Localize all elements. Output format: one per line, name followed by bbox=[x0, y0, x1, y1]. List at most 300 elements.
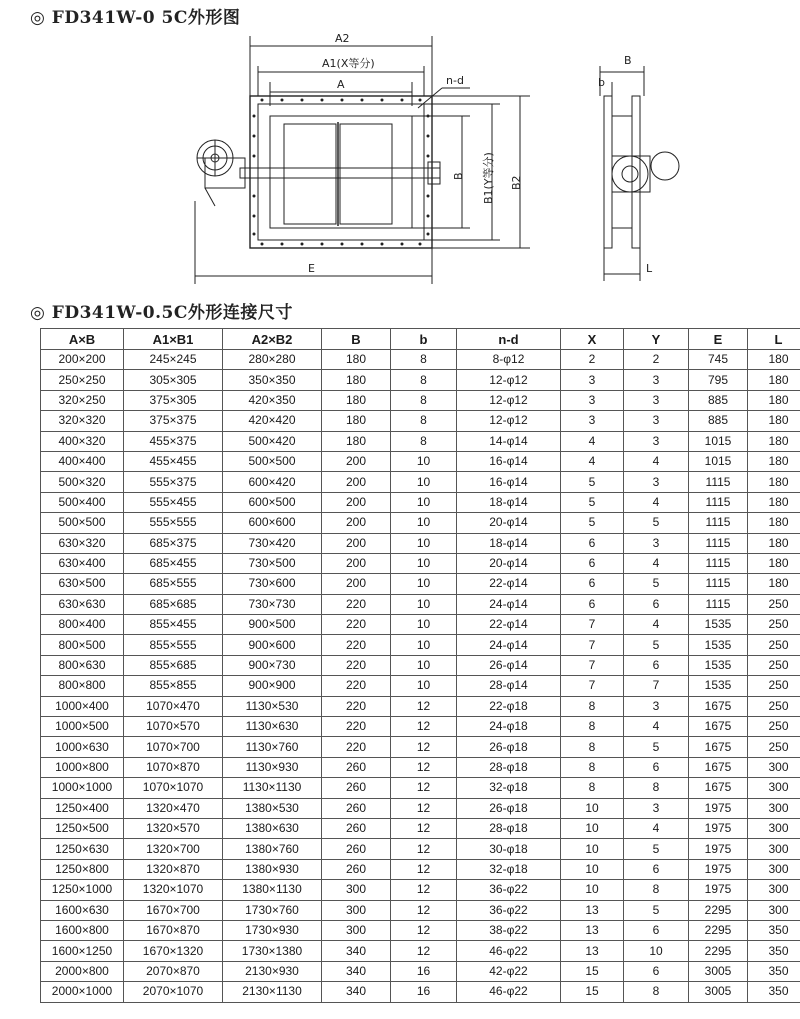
table-cell: 1070×870 bbox=[124, 757, 223, 777]
table-cell: 10 bbox=[391, 635, 457, 655]
table-cell: 12 bbox=[391, 757, 457, 777]
table-cell: 8 bbox=[624, 880, 689, 900]
table-cell: 600×500 bbox=[223, 492, 322, 512]
table-cell: 3 bbox=[561, 411, 624, 431]
table-cell: 1975 bbox=[689, 798, 748, 818]
table-cell: 1115 bbox=[689, 553, 748, 573]
table-cell: 1320×700 bbox=[124, 839, 223, 859]
column-header: E bbox=[689, 329, 748, 350]
table-cell: 26-φ14 bbox=[457, 655, 561, 675]
table-cell: 36-φ22 bbox=[457, 880, 561, 900]
table-cell: 12 bbox=[391, 778, 457, 798]
label-A1: A1(X等分) bbox=[322, 57, 375, 70]
table-row bbox=[41, 431, 800, 451]
table-cell: 2295 bbox=[689, 900, 748, 920]
table-row bbox=[41, 615, 800, 635]
table-row bbox=[41, 350, 800, 370]
table-cell: 1320×470 bbox=[124, 798, 223, 818]
table-cell: 250 bbox=[748, 737, 800, 757]
table-title: ◎ FD341W-0.5C外形连接尺寸 bbox=[30, 303, 293, 323]
label-A2: A2 bbox=[335, 32, 350, 45]
table-cell: 16 bbox=[391, 961, 457, 981]
table-cell: 1115 bbox=[689, 472, 748, 492]
table-cell: 500×400 bbox=[41, 492, 124, 512]
table-cell: 1380×760 bbox=[223, 839, 322, 859]
table-row bbox=[41, 900, 800, 920]
table-cell: 1975 bbox=[689, 839, 748, 859]
table-cell: 250 bbox=[748, 717, 800, 737]
table-row bbox=[41, 574, 800, 594]
table-cell: 250 bbox=[748, 594, 800, 614]
table-cell: 10 bbox=[391, 615, 457, 635]
table-cell: 855×855 bbox=[124, 676, 223, 696]
table-cell: 180 bbox=[748, 350, 800, 370]
table-cell: 1670×700 bbox=[124, 900, 223, 920]
table-cell: 4 bbox=[624, 492, 689, 512]
table-row bbox=[41, 757, 800, 777]
table-cell: 8 bbox=[391, 411, 457, 431]
table-cell: 1115 bbox=[689, 574, 748, 594]
table-cell: 1675 bbox=[689, 696, 748, 716]
table-cell: 8 bbox=[561, 737, 624, 757]
label-B1: B1(Y等分) bbox=[482, 152, 495, 204]
table-cell: 12 bbox=[391, 717, 457, 737]
table-cell: 800×800 bbox=[41, 676, 124, 696]
table-cell: 200 bbox=[322, 492, 391, 512]
table-cell: 630×400 bbox=[41, 553, 124, 573]
table-cell: 3 bbox=[624, 696, 689, 716]
table-cell: 22-φ18 bbox=[457, 696, 561, 716]
table-cell: 250 bbox=[748, 615, 800, 635]
table-cell: 340 bbox=[322, 941, 391, 961]
table-cell: 8 bbox=[561, 778, 624, 798]
table-cell: 420×350 bbox=[223, 390, 322, 410]
table-cell: 1320×870 bbox=[124, 859, 223, 879]
table-cell: 220 bbox=[322, 676, 391, 696]
table-cell: 1380×530 bbox=[223, 798, 322, 818]
table-cell: 1250×500 bbox=[41, 818, 124, 838]
table-cell: 7 bbox=[561, 655, 624, 675]
table-cell: 200 bbox=[322, 553, 391, 573]
table-cell: 3 bbox=[561, 370, 624, 390]
table-cell: 300 bbox=[748, 818, 800, 838]
table-cell: 1130×1130 bbox=[223, 778, 322, 798]
table-cell: 28-φ18 bbox=[457, 757, 561, 777]
table-cell: 16-φ14 bbox=[457, 472, 561, 492]
table-cell: 375×375 bbox=[124, 411, 223, 431]
table-cell: 2 bbox=[624, 350, 689, 370]
table-cell: 220 bbox=[322, 635, 391, 655]
label-B: B bbox=[452, 172, 465, 180]
table-cell: 10 bbox=[391, 553, 457, 573]
table-cell: 1380×630 bbox=[223, 818, 322, 838]
table-cell: 220 bbox=[322, 717, 391, 737]
label-nd: n-d bbox=[446, 74, 464, 87]
table-cell: 500×420 bbox=[223, 431, 322, 451]
table-cell: 4 bbox=[624, 615, 689, 635]
table-cell: 12 bbox=[391, 696, 457, 716]
table-cell: 900×600 bbox=[223, 635, 322, 655]
table-cell: 4 bbox=[624, 553, 689, 573]
table-cell: 260 bbox=[322, 859, 391, 879]
table-cell: 220 bbox=[322, 615, 391, 635]
table-row bbox=[41, 717, 800, 737]
table-cell: 1670×1320 bbox=[124, 941, 223, 961]
table-cell: 1130×530 bbox=[223, 696, 322, 716]
table-cell: 5 bbox=[561, 513, 624, 533]
table-cell: 2000×800 bbox=[41, 961, 124, 981]
table-row bbox=[41, 798, 800, 818]
table-cell: 555×555 bbox=[124, 513, 223, 533]
table-cell: 8 bbox=[624, 778, 689, 798]
table-cell: 2130×1130 bbox=[223, 982, 322, 1002]
table-cell: 32-φ18 bbox=[457, 778, 561, 798]
table-cell: 12 bbox=[391, 859, 457, 879]
table-row bbox=[41, 553, 800, 573]
table-cell: 12 bbox=[391, 920, 457, 940]
table-cell: 10 bbox=[391, 533, 457, 553]
table-cell: 1535 bbox=[689, 615, 748, 635]
table-cell: 5 bbox=[561, 472, 624, 492]
table-cell: 305×305 bbox=[124, 370, 223, 390]
table-cell: 46-φ22 bbox=[457, 982, 561, 1002]
table-cell: 900×500 bbox=[223, 615, 322, 635]
table-cell: 180 bbox=[748, 411, 800, 431]
table-cell: 5 bbox=[624, 635, 689, 655]
table-cell: 1130×760 bbox=[223, 737, 322, 757]
table-cell: 3 bbox=[624, 411, 689, 431]
table-cell: 6 bbox=[624, 961, 689, 981]
table-cell: 260 bbox=[322, 778, 391, 798]
table-cell: 1730×1380 bbox=[223, 941, 322, 961]
table-cell: 280×280 bbox=[223, 350, 322, 370]
table-cell: 8 bbox=[624, 982, 689, 1002]
table-cell: 555×455 bbox=[124, 492, 223, 512]
table-cell: 10 bbox=[391, 451, 457, 471]
table-cell: 4 bbox=[624, 818, 689, 838]
table-cell: 300 bbox=[322, 900, 391, 920]
table-cell: 2 bbox=[561, 350, 624, 370]
table-cell: 1975 bbox=[689, 880, 748, 900]
table-cell: 5 bbox=[624, 513, 689, 533]
table-cell: 10 bbox=[391, 676, 457, 696]
table-cell: 42-φ22 bbox=[457, 961, 561, 981]
table-cell: 630×630 bbox=[41, 594, 124, 614]
table-cell: 300 bbox=[748, 778, 800, 798]
table-cell: 260 bbox=[322, 839, 391, 859]
table-cell: 10 bbox=[391, 492, 457, 512]
table-cell: 320×250 bbox=[41, 390, 124, 410]
table-cell: 500×500 bbox=[41, 513, 124, 533]
table-cell: 12 bbox=[391, 880, 457, 900]
table-cell: 400×320 bbox=[41, 431, 124, 451]
table-cell: 1380×1130 bbox=[223, 880, 322, 900]
table-cell: 1320×1070 bbox=[124, 880, 223, 900]
table-cell: 455×455 bbox=[124, 451, 223, 471]
column-header: b bbox=[391, 329, 457, 350]
table-cell: 300 bbox=[322, 920, 391, 940]
table-cell: 180 bbox=[748, 431, 800, 451]
table-cell: 180 bbox=[748, 370, 800, 390]
table-cell: 12 bbox=[391, 941, 457, 961]
table-cell: 22-φ14 bbox=[457, 615, 561, 635]
table-cell: 180 bbox=[322, 431, 391, 451]
table-cell: 12-φ12 bbox=[457, 390, 561, 410]
table-cell: 180 bbox=[322, 350, 391, 370]
table-cell: 10 bbox=[624, 941, 689, 961]
column-header: X bbox=[561, 329, 624, 350]
table-cell: 10 bbox=[561, 818, 624, 838]
table-cell: 1115 bbox=[689, 492, 748, 512]
table-cell: 24-φ14 bbox=[457, 594, 561, 614]
table-cell: 3005 bbox=[689, 982, 748, 1002]
table-cell: 8 bbox=[391, 431, 457, 451]
table-cell: 7 bbox=[561, 615, 624, 635]
table-cell: 180 bbox=[322, 411, 391, 431]
table-cell: 1015 bbox=[689, 451, 748, 471]
table-cell: 16 bbox=[391, 982, 457, 1002]
table-row bbox=[41, 411, 800, 431]
table-cell: 12 bbox=[391, 900, 457, 920]
table-cell: 400×400 bbox=[41, 451, 124, 471]
table-cell: 2070×1070 bbox=[124, 982, 223, 1002]
table-cell: 1730×760 bbox=[223, 900, 322, 920]
label-A: A bbox=[337, 78, 345, 91]
table-cell: 855×685 bbox=[124, 655, 223, 675]
outline-drawing bbox=[0, 26, 800, 296]
table-cell: 180 bbox=[322, 370, 391, 390]
table-cell: 20-φ14 bbox=[457, 513, 561, 533]
table-row bbox=[41, 839, 800, 859]
table-cell: 1000×500 bbox=[41, 717, 124, 737]
table-cell: 28-φ14 bbox=[457, 676, 561, 696]
table-cell: 340 bbox=[322, 982, 391, 1002]
table-cell: 730×500 bbox=[223, 553, 322, 573]
table-cell: 10 bbox=[561, 859, 624, 879]
table-cell: 15 bbox=[561, 982, 624, 1002]
table-cell: 180 bbox=[748, 390, 800, 410]
table-cell: 1600×1250 bbox=[41, 941, 124, 961]
table-cell: 900×730 bbox=[223, 655, 322, 675]
table-cell: 13 bbox=[561, 941, 624, 961]
table-cell: 24-φ18 bbox=[457, 717, 561, 737]
table-cell: 5 bbox=[624, 737, 689, 757]
table-cell: 3 bbox=[624, 798, 689, 818]
table-cell: 250×250 bbox=[41, 370, 124, 390]
table-cell: 745 bbox=[689, 350, 748, 370]
table-cell: 1535 bbox=[689, 655, 748, 675]
table-row bbox=[41, 451, 800, 471]
table-cell: 730×420 bbox=[223, 533, 322, 553]
table-cell: 2295 bbox=[689, 941, 748, 961]
table-row bbox=[41, 859, 800, 879]
table-cell: 900×900 bbox=[223, 676, 322, 696]
table-cell: 200 bbox=[322, 533, 391, 553]
table-cell: 500×500 bbox=[223, 451, 322, 471]
table-row bbox=[41, 655, 800, 675]
table-cell: 245×245 bbox=[124, 350, 223, 370]
side-label-b: b bbox=[598, 76, 605, 89]
table-cell: 3 bbox=[624, 431, 689, 451]
table-cell: 885 bbox=[689, 390, 748, 410]
table-cell: 12 bbox=[391, 818, 457, 838]
table-row bbox=[41, 696, 800, 716]
table-cell: 600×600 bbox=[223, 513, 322, 533]
table-cell: 1250×1000 bbox=[41, 880, 124, 900]
table-cell: 1600×800 bbox=[41, 920, 124, 940]
table-cell: 600×420 bbox=[223, 472, 322, 492]
table-cell: 220 bbox=[322, 655, 391, 675]
table-cell: 685×685 bbox=[124, 594, 223, 614]
column-header: L bbox=[748, 329, 800, 350]
table-cell: 855×455 bbox=[124, 615, 223, 635]
table-row bbox=[41, 390, 800, 410]
table-cell: 1115 bbox=[689, 533, 748, 553]
table-cell: 300 bbox=[748, 880, 800, 900]
table-cell: 200×200 bbox=[41, 350, 124, 370]
table-cell: 1675 bbox=[689, 778, 748, 798]
table-cell: 3 bbox=[624, 472, 689, 492]
table-cell: 12-φ12 bbox=[457, 411, 561, 431]
table-cell: 1070×1070 bbox=[124, 778, 223, 798]
table-cell: 1250×400 bbox=[41, 798, 124, 818]
table-row bbox=[41, 778, 800, 798]
table-row bbox=[41, 370, 800, 390]
table-cell: 5 bbox=[624, 900, 689, 920]
table-cell: 555×375 bbox=[124, 472, 223, 492]
table-row bbox=[41, 880, 800, 900]
table-cell: 260 bbox=[322, 798, 391, 818]
table-cell: 730×600 bbox=[223, 574, 322, 594]
table-cell: 5 bbox=[624, 574, 689, 594]
table-cell: 1535 bbox=[689, 635, 748, 655]
table-row bbox=[41, 982, 800, 1002]
table-cell: 250 bbox=[748, 655, 800, 675]
table-cell: 685×375 bbox=[124, 533, 223, 553]
table-cell: 350 bbox=[748, 920, 800, 940]
table-cell: 15 bbox=[561, 961, 624, 981]
table-cell: 1380×930 bbox=[223, 859, 322, 879]
table-cell: 685×555 bbox=[124, 574, 223, 594]
table-cell: 24-φ14 bbox=[457, 635, 561, 655]
table-cell: 800×630 bbox=[41, 655, 124, 675]
table-cell: 3 bbox=[561, 390, 624, 410]
table-cell: 8 bbox=[561, 717, 624, 737]
table-cell: 8 bbox=[561, 757, 624, 777]
table-cell: 420×420 bbox=[223, 411, 322, 431]
table-cell: 5 bbox=[561, 492, 624, 512]
table-cell: 180 bbox=[748, 451, 800, 471]
table-row bbox=[41, 492, 800, 512]
side-label-B: B bbox=[624, 54, 632, 67]
table-cell: 22-φ14 bbox=[457, 574, 561, 594]
table-cell: 1000×800 bbox=[41, 757, 124, 777]
table-cell: 8 bbox=[391, 390, 457, 410]
table-cell: 200 bbox=[322, 472, 391, 492]
table-cell: 180 bbox=[748, 492, 800, 512]
table-cell: 1070×700 bbox=[124, 737, 223, 757]
table-cell: 1015 bbox=[689, 431, 748, 451]
table-cell: 10 bbox=[391, 574, 457, 594]
table-cell: 1675 bbox=[689, 717, 748, 737]
table-cell: 1000×400 bbox=[41, 696, 124, 716]
table-cell: 180 bbox=[748, 513, 800, 533]
column-header: A1×B1 bbox=[124, 329, 223, 350]
table-cell: 250 bbox=[748, 696, 800, 716]
table-cell: 1000×630 bbox=[41, 737, 124, 757]
table-cell: 350 bbox=[748, 941, 800, 961]
table-cell: 250 bbox=[748, 635, 800, 655]
table-cell: 1115 bbox=[689, 513, 748, 533]
table-cell: 1130×630 bbox=[223, 717, 322, 737]
table-cell: 1975 bbox=[689, 859, 748, 879]
table-cell: 220 bbox=[322, 696, 391, 716]
table-cell: 340 bbox=[322, 961, 391, 981]
table-cell: 1670×870 bbox=[124, 920, 223, 940]
table-cell: 8 bbox=[561, 696, 624, 716]
table-cell: 12 bbox=[391, 839, 457, 859]
table-cell: 13 bbox=[561, 900, 624, 920]
table-cell: 1535 bbox=[689, 676, 748, 696]
table-cell: 1115 bbox=[689, 594, 748, 614]
table-cell: 26-φ18 bbox=[457, 798, 561, 818]
table-cell: 220 bbox=[322, 737, 391, 757]
table-cell: 6 bbox=[624, 859, 689, 879]
column-header: A×B bbox=[41, 329, 124, 350]
table-cell: 8 bbox=[391, 370, 457, 390]
table-cell: 795 bbox=[689, 370, 748, 390]
table-cell: 1675 bbox=[689, 757, 748, 777]
table-cell: 8 bbox=[391, 350, 457, 370]
table-row bbox=[41, 737, 800, 757]
table-row bbox=[41, 941, 800, 961]
label-B2: B2 bbox=[510, 175, 523, 190]
table-cell: 6 bbox=[624, 655, 689, 675]
table-cell: 1250×630 bbox=[41, 839, 124, 859]
table-cell: 855×555 bbox=[124, 635, 223, 655]
table-cell: 7 bbox=[624, 676, 689, 696]
table-cell: 180 bbox=[748, 553, 800, 573]
table-cell: 350×350 bbox=[223, 370, 322, 390]
table-cell: 30-φ18 bbox=[457, 839, 561, 859]
table-cell: 630×320 bbox=[41, 533, 124, 553]
column-header: Y bbox=[624, 329, 689, 350]
table-row bbox=[41, 533, 800, 553]
table-cell: 6 bbox=[561, 574, 624, 594]
table-cell: 12 bbox=[391, 798, 457, 818]
table-cell: 1130×930 bbox=[223, 757, 322, 777]
table-cell: 1975 bbox=[689, 818, 748, 838]
drawing-title: ◎ FD341W-0 5C外形图 bbox=[30, 8, 241, 28]
table-cell: 1600×630 bbox=[41, 900, 124, 920]
table-cell: 1675 bbox=[689, 737, 748, 757]
table-cell: 8-φ12 bbox=[457, 350, 561, 370]
table-cell: 1070×470 bbox=[124, 696, 223, 716]
table-row bbox=[41, 818, 800, 838]
table-cell: 38-φ22 bbox=[457, 920, 561, 940]
table-cell: 16-φ14 bbox=[457, 451, 561, 471]
table-cell: 32-φ18 bbox=[457, 859, 561, 879]
table-cell: 3 bbox=[624, 533, 689, 553]
table-cell: 6 bbox=[561, 594, 624, 614]
column-header: A2×B2 bbox=[223, 329, 322, 350]
table-cell: 4 bbox=[561, 431, 624, 451]
table-cell: 2130×930 bbox=[223, 961, 322, 981]
column-header: B bbox=[322, 329, 391, 350]
table-cell: 10 bbox=[391, 513, 457, 533]
table-row bbox=[41, 513, 800, 533]
table-row bbox=[41, 920, 800, 940]
